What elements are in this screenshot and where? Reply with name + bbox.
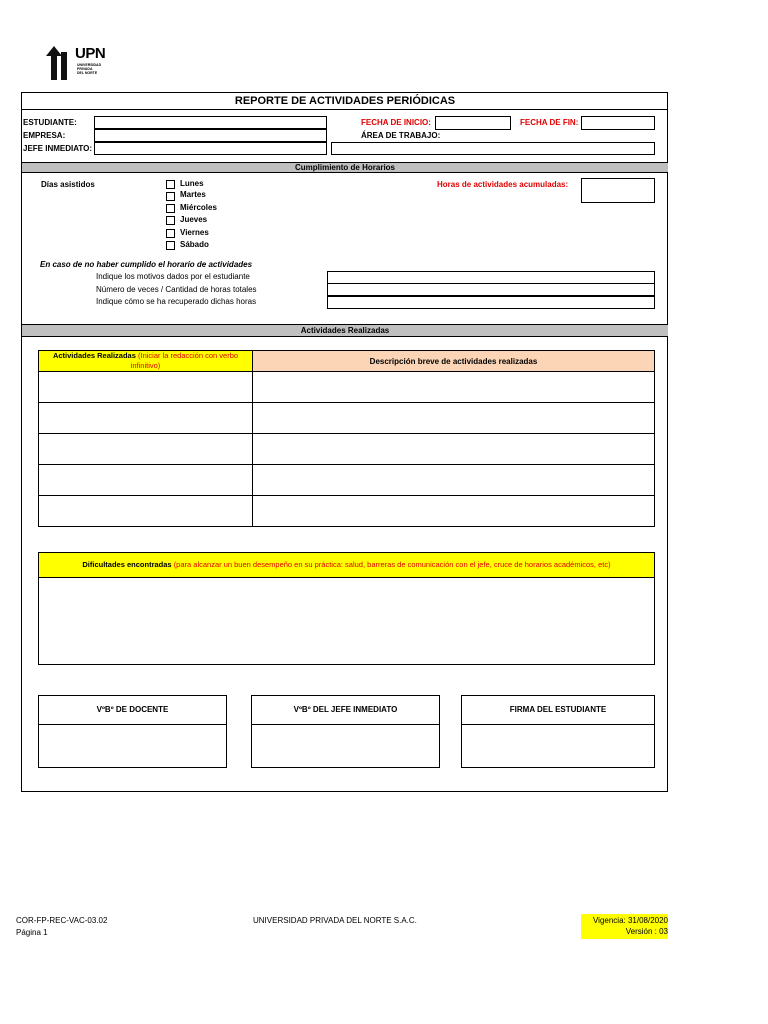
input-empresa[interactable]: [94, 129, 327, 142]
table-row: [39, 434, 655, 465]
day-viernes: Viernes: [180, 228, 209, 237]
label-jefe: JEFE INMEDIATO:: [23, 144, 93, 153]
footer-vigencia-box: [581, 914, 668, 939]
table-row: [39, 372, 655, 403]
logo-subtext-3: DEL NORTE: [77, 71, 98, 75]
checkbox-viernes[interactable]: [166, 229, 175, 238]
checkbox-miercoles[interactable]: [166, 204, 175, 213]
firma-jefe-box: [251, 695, 440, 768]
cell-actividad[interactable]: [39, 434, 253, 465]
firma-docente-label: VºBº DE DOCENTE: [39, 696, 226, 725]
col-actividades-note: (Iniciar la redacción con verbo infinitivo): [130, 351, 239, 370]
firma-estudiante-box: [461, 695, 655, 768]
checkbox-martes[interactable]: [166, 192, 175, 201]
footer-version: Versión : 03: [625, 927, 668, 936]
input-dificultades[interactable]: [38, 577, 655, 665]
label-fecha-inicio: FECHA DE INICIO:: [361, 118, 431, 127]
cell-actividad[interactable]: [39, 465, 253, 496]
day-jueves: Jueves: [180, 215, 208, 224]
table-header-row: [39, 351, 655, 372]
cell-actividad[interactable]: [39, 403, 253, 434]
upn-logo-icon: [46, 46, 72, 80]
section-horarios: Cumplimiento de Horarios: [22, 162, 668, 173]
footer-vigencia: Vigencia: 31/08/2020: [592, 916, 668, 925]
input-jefe[interactable]: [94, 142, 327, 155]
label-estudiante: ESTUDIANTE:: [23, 118, 77, 127]
input-area[interactable]: [331, 142, 655, 155]
logo-subtext-2: PRIVADA: [77, 67, 93, 71]
upn-logo: [46, 46, 116, 82]
day-miercoles: Miércoles: [180, 203, 217, 212]
firma-estudiante-label: FIRMA DEL ESTUDIANTE: [462, 696, 654, 725]
firma-docente-box: [38, 695, 227, 768]
firma-jefe-field[interactable]: [252, 725, 439, 768]
col-actividades-label: Actividades Realizadas: [52, 351, 136, 360]
footer-code: COR-FP-REC-VAC-03.02: [16, 916, 108, 925]
firma-estudiante-field[interactable]: [462, 725, 654, 768]
footer-page: Página 1: [16, 928, 48, 937]
cell-descripcion[interactable]: [253, 372, 655, 403]
table-row: [39, 403, 655, 434]
section-actividades: Actividades Realizadas: [22, 324, 668, 337]
cell-descripcion[interactable]: [253, 496, 655, 527]
dificultades-header: [38, 552, 655, 578]
firma-jefe-label: VºBº DEL JEFE INMEDIATO: [252, 696, 439, 725]
form-title: REPORTE DE ACTIVIDADES PERIÓDICAS: [22, 93, 668, 110]
day-lunes: Lunes: [180, 179, 204, 188]
label-horas-acumuladas: Horas de actividades acumuladas:: [437, 180, 569, 189]
label-empresa: EMPRESA:: [23, 131, 66, 140]
input-horas-acumuladas[interactable]: [581, 178, 655, 203]
cell-actividad[interactable]: [39, 496, 253, 527]
cell-descripcion[interactable]: [253, 465, 655, 496]
incumplimiento-item-3: Indique cómo se ha recuperado dichas horas: [96, 297, 257, 306]
checkbox-sabado[interactable]: [166, 241, 175, 250]
col-descripcion-header: Descripción breve de actividades realizadas: [253, 351, 655, 372]
label-area: ÁREA DE TRABAJO:: [361, 131, 441, 140]
footer-company: UNIVERSIDAD PRIVADA DEL NORTE S.A.C.: [253, 916, 417, 925]
logo-subtext-1: UNIVERSIDAD: [77, 63, 102, 67]
input-estudiante[interactable]: [94, 116, 327, 129]
firma-docente-field[interactable]: [39, 725, 226, 768]
dificultades-label: Dificultades encontradas: [82, 560, 172, 569]
day-martes: Martes: [180, 190, 206, 199]
incumplimiento-heading: En caso de no haber cumplido el horario de actividades: [40, 260, 253, 269]
input-fecha-inicio[interactable]: [435, 116, 511, 130]
cell-descripcion[interactable]: [253, 434, 655, 465]
activities-table: [38, 350, 655, 527]
table-row: [39, 465, 655, 496]
input-numero-veces[interactable]: [327, 283, 655, 296]
logo-text: UPN: [75, 45, 106, 62]
label-fecha-fin: FECHA DE FIN:: [520, 118, 579, 127]
day-sabado: Sábado: [180, 240, 209, 249]
input-recuperacion[interactable]: [327, 296, 655, 309]
incumplimiento-item-1: Indique los motivos dados por el estudiante: [96, 272, 250, 281]
input-fecha-fin[interactable]: [581, 116, 655, 130]
col-actividades-header: [39, 351, 253, 372]
cell-actividad[interactable]: [39, 372, 253, 403]
incumplimiento-item-2: Número de veces / Cantidad de horas totales: [96, 285, 257, 294]
label-dias: Días asistidos: [41, 180, 95, 189]
checkbox-lunes[interactable]: [166, 180, 175, 189]
checkbox-jueves[interactable]: [166, 216, 175, 225]
dificultades-note: (para alcanzar un buen desempeño en su práctica: salud, barreras de comunicación con el jefe, cruce de horarios académicos, etc): [173, 560, 611, 569]
table-row: [39, 496, 655, 527]
cell-descripcion[interactable]: [253, 403, 655, 434]
